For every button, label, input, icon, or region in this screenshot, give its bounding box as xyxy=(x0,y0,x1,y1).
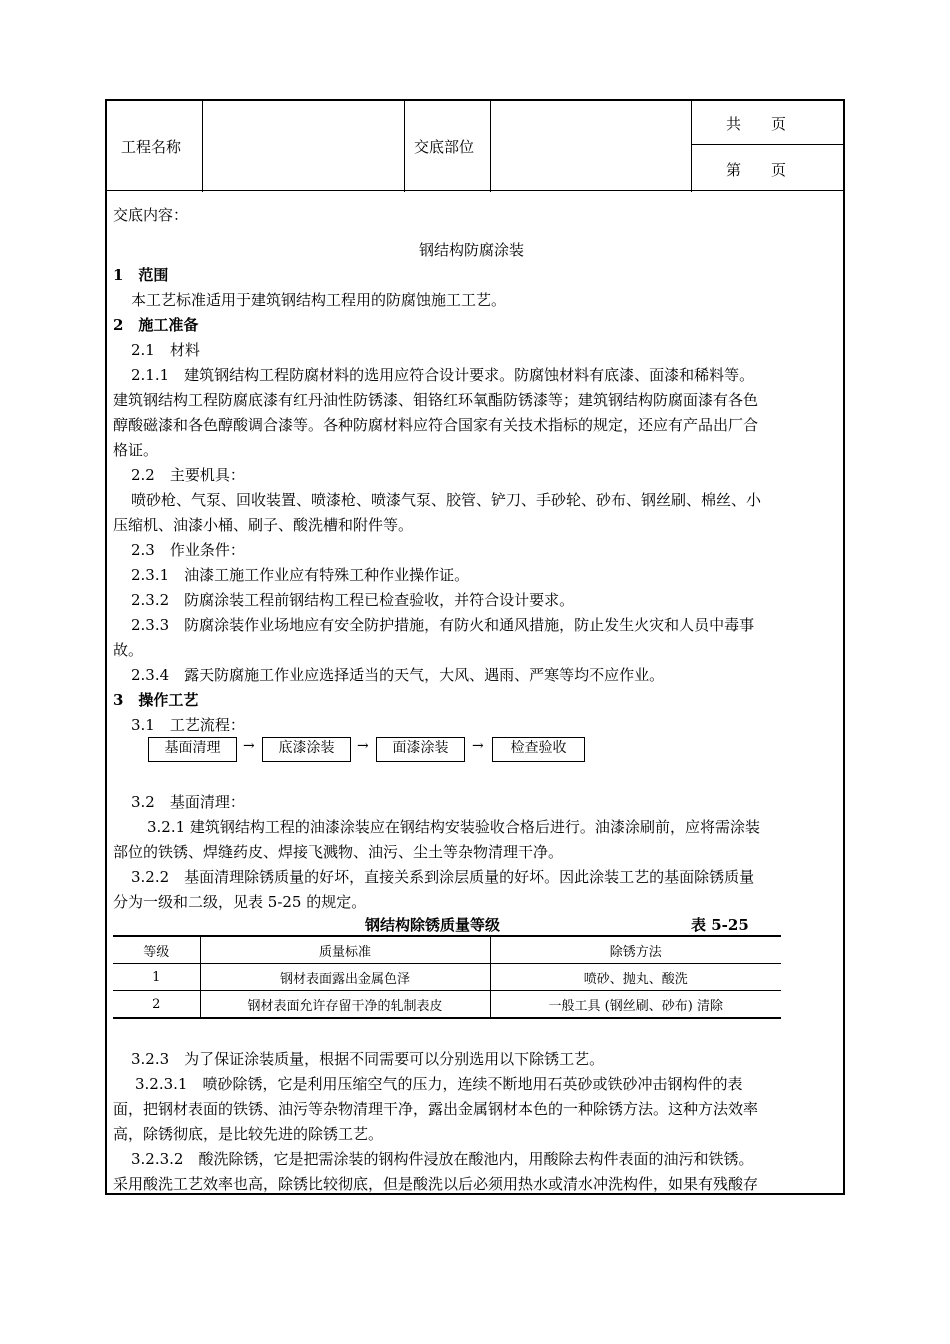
paragraph-line: 建筑钢结构工程防腐底漆有红丹油性防锈漆、钼铬红环氧酯防锈漆等；建筑钢结构防腐面漆有各色 xyxy=(113,391,759,409)
flow-step-inspection: 检查验收 xyxy=(492,737,585,762)
paragraph-line: 本工艺标准适用于建筑钢结构工程用的防腐蚀施工工艺。 xyxy=(131,291,507,309)
paragraph-line: 压缩机、油漆小桶、刷子、酸洗槽和附件等。 xyxy=(113,516,414,534)
header-table xyxy=(105,99,845,192)
header-bottom-rule xyxy=(105,190,845,191)
table-row xyxy=(113,964,781,991)
paragraph-line: 格证。 xyxy=(113,441,159,459)
table-header-cell: 等级 xyxy=(113,936,200,964)
paragraph-line: 2.1.1 建筑钢结构工程防腐材料的选用应符合设计要求。防腐蚀材料有底漆、面漆和稀料等。 xyxy=(131,366,755,384)
header-divider xyxy=(490,99,491,192)
flow-arrow-icon: → xyxy=(472,738,484,754)
section-heading: 3 操作工艺 xyxy=(113,691,199,709)
rust-removal-grade-table xyxy=(113,935,781,1019)
paragraph-line: 2.3.3 防腐涂装作业场地应有安全防护措施，有防火和通风措施，防止发生火灾和人员中毒事 xyxy=(131,616,755,634)
paragraph-line: 醇酸磁漆和各色醇酸调合漆等。各种防腐材料应符合国家有关技术指标的规定，还应有产品出厂合 xyxy=(113,416,759,434)
header-divider xyxy=(691,144,845,145)
table-caption: 钢结构除锈质量等级 xyxy=(365,916,501,934)
table-header-row xyxy=(113,936,781,964)
paragraph-line: 3.2.1 建筑钢结构工程的油漆涂装应在钢结构安装验收合格后进行。油漆涂刷前，应将需涂装 xyxy=(147,818,760,836)
total-pages-label: 共 页 xyxy=(726,115,787,133)
paragraph-line: 2.3.1 油漆工施工作业应有特殊工种作业操作证。 xyxy=(131,566,470,584)
table-cell: 钢材表面允许存留干净的轧制表皮 xyxy=(200,991,490,1019)
flow-step-primer-coating: 底漆涂装 xyxy=(262,737,351,762)
table-header-cell: 除锈方法 xyxy=(490,936,781,964)
table-cell: 1 xyxy=(113,964,200,991)
subsection-heading: 2.1 材料 xyxy=(131,341,200,359)
intro-label: 交底内容： xyxy=(113,206,189,224)
section-heading: 1 范围 xyxy=(113,266,169,284)
table-cell: 2 xyxy=(113,991,200,1019)
subsection-heading: 2.3 作业条件： xyxy=(131,541,245,559)
table-header-cell: 质量标准 xyxy=(200,936,490,964)
paragraph-line: 2.3.2 防腐涂装工程前钢结构工程已检查验收，并符合设计要求。 xyxy=(131,591,575,609)
flow-arrow-icon: → xyxy=(243,738,255,754)
flow-step-topcoat-coating: 面漆涂装 xyxy=(376,737,465,762)
table-cell: 喷砂、抛丸、酸洗 xyxy=(490,964,781,991)
document-title: 钢结构防腐涂装 xyxy=(419,241,525,259)
paragraph-line: 2.3.4 露天防腐施工作业应选择适当的天气，大风、遇雨、严寒等均不应作业。 xyxy=(131,666,665,684)
header-divider xyxy=(691,99,692,192)
paragraph-line: 3.2.3.1 喷砂除锈，它是利用压缩空气的压力，连续不断地用石英砂或铁砂冲击钢构件的表 xyxy=(135,1075,743,1093)
paragraph-line: 面，把钢材表面的铁锈、油污等杂物清理干净，露出金属钢材本色的一种除锈方法。这种方法效率 xyxy=(113,1100,759,1118)
paragraph-line: 分为一级和二级，见表 5-25 的规定。 xyxy=(113,893,367,911)
page-number-label: 第 页 xyxy=(726,161,787,179)
paragraph-line: 高，除锈彻底，是比较先进的除锈工艺。 xyxy=(113,1125,384,1143)
paragraph-line: 采用酸洗工艺效率也高，除锈比较彻底，但是酸洗以后必须用热水或清水冲洗构件，如果有残酸存 xyxy=(113,1175,759,1193)
flow-arrow-icon: → xyxy=(357,738,369,754)
paragraph-line: 3.2.2 基面清理除锈质量的好坏，直接关系到涂层质量的好坏。因此涂装工艺的基面除锈质量 xyxy=(131,868,755,886)
table-cell: 钢材表面露出金属色泽 xyxy=(200,964,490,991)
project-name-label: 工程名称 xyxy=(121,138,182,156)
paragraph-line: 3.2.3 为了保证涂装质量，根据不同需要可以分别选用以下除锈工艺。 xyxy=(131,1050,605,1068)
subsection-heading: 3.2 基面清理： xyxy=(131,793,245,811)
document-frame xyxy=(105,99,845,1195)
paragraph-line: 故。 xyxy=(113,641,144,659)
table-cell: 一般工具 (钢丝刷、砂布) 清除 xyxy=(490,991,781,1019)
table-number: 表 5-25 xyxy=(691,916,749,934)
header-divider xyxy=(202,99,203,192)
location-label: 交底部位 xyxy=(414,138,475,156)
section-heading: 2 施工准备 xyxy=(113,316,199,334)
paragraph-line: 3.2.3.2 酸洗除锈，它是把需涂装的钢构件浸放在酸池内，用酸除去构件表面的油污和铁锈。 xyxy=(131,1150,754,1168)
subsection-heading: 3.1 工艺流程： xyxy=(131,716,245,734)
table-row xyxy=(113,991,781,1019)
subsection-heading: 2.2 主要机具： xyxy=(131,466,245,484)
paragraph-line: 喷砂枪、气泵、回收装置、喷漆枪、喷漆气泵、胶管、铲刀、手砂轮、砂布、钢丝刷、棉丝、小 xyxy=(131,491,762,509)
paragraph-line: 部位的铁锈、焊缝药皮、焊接飞溅物、油污、尘土等杂物清理干净。 xyxy=(113,843,564,861)
flow-step-surface-cleaning: 基面清理 xyxy=(148,737,237,762)
header-divider xyxy=(404,99,405,192)
